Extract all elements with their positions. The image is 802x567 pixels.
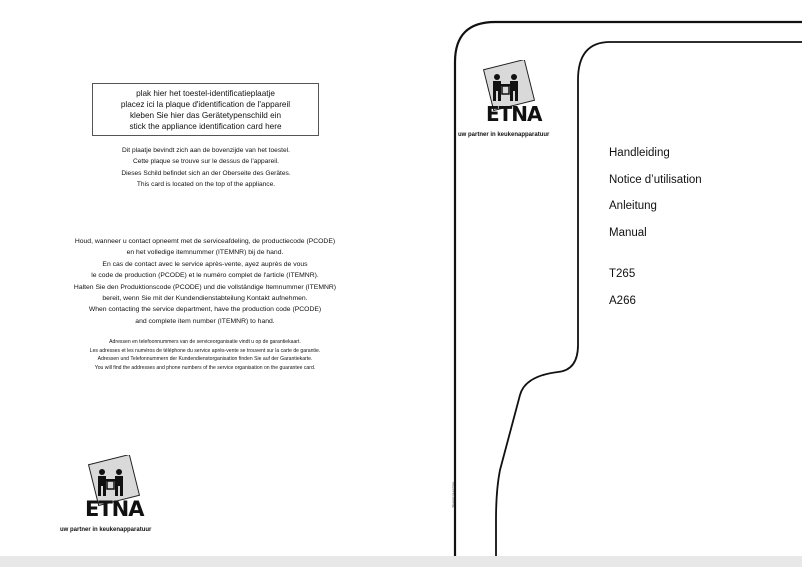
contact-line: En cas de contact avec le service après-vente, ayez auprès de vous	[102, 260, 308, 268]
model-list	[609, 261, 636, 314]
contact-line: and complete item number (ITEMNR) to hand.	[135, 317, 275, 325]
contact-line: bereit, wenn Sie mit der Kundendienstabteilung Kontakt aufnehmen.	[102, 295, 308, 303]
address-line: Adressen en telefoonnummers van de serviceorganisatie vindt u op de garantiekaart.	[109, 339, 301, 345]
model-number: A266	[609, 294, 636, 307]
contact-line: Houd, wanneer u contact opneemt met de serviceafdeling, de productiecode (PCODE)	[74, 238, 336, 245]
location-line: Dieses Schild befindet sich an der Oberseite des Gerätes.	[121, 169, 291, 177]
address-line: You will find the addresses and phone numbers of the service organisation on the guarantee card.	[94, 364, 316, 371]
brand-name: ETNA	[486, 102, 542, 126]
model-number: T265	[609, 268, 636, 280]
contact-line: When contacting the service department, have the production code (PCODE)	[88, 306, 322, 314]
title-german: Anleitung	[609, 200, 657, 213]
location-line: This card is located on the top of the appliance.	[136, 180, 276, 188]
address-line: Adressen und Telefonnummern der Kundendienstorganisation finden Sie auf der Garantiekarte.	[97, 356, 313, 363]
id-card-line: placez ici la plaque d'identification de l'appareil	[120, 99, 291, 109]
address-line: Les adresses et les numéros de téléphone du service après-vente se trouvent sur la carte de garantie.	[89, 347, 321, 354]
contact-line: en het volledige itemnummer (ITEMNR) bij de hand.	[126, 249, 284, 257]
document-code: TB0001546Z00	[452, 481, 456, 508]
etna-logo-top	[458, 60, 550, 138]
contact-line: Halten Sie den Produktionscode (PCODE) und die vollständige Itemnummer (ITEMNR)	[73, 283, 337, 291]
brand-name: ETNA	[85, 497, 144, 521]
bottom-shadow-band	[0, 556, 802, 567]
contact-line: le code de production (PCODE) et le numéro complet de l'article (ITEMNR).	[91, 272, 319, 280]
title-french: Notice d’utilisation	[609, 173, 702, 186]
location-line: Cette plaque se trouve sur le dessus de l'appareil.	[132, 158, 280, 166]
id-card-line: stick the appliance identification card here	[129, 121, 282, 131]
location-line: Dit plaatje bevindt zich aan de bovenzijde van het toestel.	[122, 147, 290, 154]
id-card-line: plak hier het toestel-identificatieplaatje	[136, 88, 275, 98]
id-card-line: kleben Sie hier das Gerätetypenschild ein	[129, 110, 282, 120]
manual-title-list	[609, 140, 702, 247]
title-dutch: Handleiding	[609, 147, 670, 159]
title-english: Manual	[609, 227, 647, 240]
brand-tagline: uw partner in keukenapparatuur	[60, 527, 152, 533]
brand-tagline: uw partner in keukenapparatuur	[458, 132, 550, 138]
